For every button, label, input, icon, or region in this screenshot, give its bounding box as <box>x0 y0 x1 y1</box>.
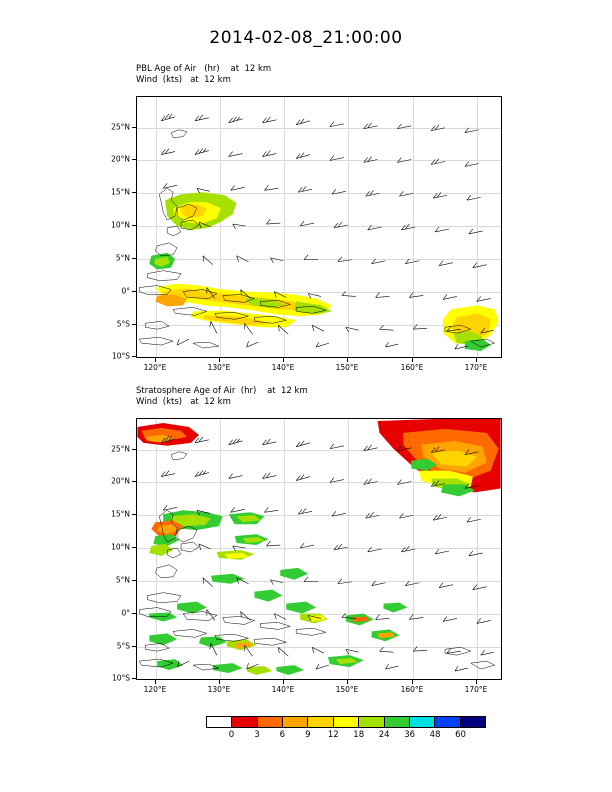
xlabel-130E: 130°E <box>207 363 231 372</box>
ytick-0 <box>132 291 136 292</box>
ylabel-25N-b: 25°N <box>111 444 130 454</box>
xtick-140E <box>283 358 284 362</box>
legend-tick-labels <box>206 730 486 742</box>
panel-pbl-header-line2: Wind (kts) at 12 km <box>136 75 231 85</box>
map-pbl[interactable] <box>136 96 502 358</box>
ytick-10S <box>132 356 136 357</box>
xlabel-160E-b: 160°E <box>400 685 424 694</box>
ytick-5N-b <box>132 580 136 581</box>
ylabel-10S-b: 10°S <box>111 673 130 683</box>
xtick-130E <box>219 358 220 362</box>
ytick-15N-b <box>132 514 136 515</box>
ylabel-20N: 20°N <box>111 154 130 164</box>
xlabel-140E: 140°E <box>271 363 295 372</box>
legend-tick-60: 60 <box>455 730 466 740</box>
legend-swatch-5 <box>334 717 359 727</box>
map-stratosphere[interactable] <box>136 418 502 680</box>
ytick-25N-b <box>132 449 136 450</box>
legend-tick-24: 24 <box>378 730 390 740</box>
gridline-lat-10S-b <box>137 679 501 680</box>
xtick-140E-b <box>283 680 284 684</box>
xlabel-140E-b: 140°E <box>271 685 295 694</box>
xlabel-150E: 150°E <box>335 363 359 372</box>
legend-swatch-7 <box>385 717 410 727</box>
legend-swatch-0 <box>207 717 232 727</box>
ytick-15N <box>132 192 136 193</box>
ytick-0-b <box>132 613 136 614</box>
xtick-170E-b <box>476 680 477 684</box>
ytick-20N-b <box>132 481 136 482</box>
xlabel-170E-b: 170°E <box>464 685 488 694</box>
legend-swatch-8 <box>410 717 435 727</box>
xlabel-130E-b: 130°E <box>207 685 231 694</box>
ylabel-10S: 10°S <box>111 351 130 361</box>
ylabel-10N: 10°N <box>111 220 130 230</box>
color-legend <box>206 716 486 742</box>
ytick-5N <box>132 258 136 259</box>
legend-swatch-3 <box>283 717 308 727</box>
legend-colorbar <box>206 716 486 728</box>
wind-barbs-pbl <box>137 97 501 357</box>
legend-tick-36: 36 <box>404 730 416 740</box>
ylabel-0-b: 0° <box>121 608 130 618</box>
xtick-150E <box>347 358 348 362</box>
ytick-10N-b <box>132 547 136 548</box>
panel-stratosphere-header-line2: Wind (kts) at 12 km <box>136 397 231 407</box>
xtick-120E-b <box>155 680 156 684</box>
ylabel-25N: 25°N <box>111 122 130 132</box>
ylabel-15N: 15°N <box>111 187 130 197</box>
legend-tick-0: 0 <box>228 730 235 740</box>
ylabel-15N-b: 15°N <box>111 509 130 519</box>
ylabel-0: 0° <box>121 286 130 296</box>
legend-tick-48: 48 <box>429 730 441 740</box>
legend-swatch-6 <box>359 717 384 727</box>
xtick-150E-b <box>347 680 348 684</box>
legend-swatch-9 <box>435 717 460 727</box>
xlabel-120E: 120°E <box>143 363 167 372</box>
panel-stratosphere-header-line1: Stratosphere Age of Air (hr) at 12 km <box>136 386 308 396</box>
ytick-5S-b <box>132 646 136 647</box>
xlabel-160E: 160°E <box>400 363 424 372</box>
xtick-120E <box>155 358 156 362</box>
ytick-20N <box>132 159 136 160</box>
ylabel-5N: 5°N <box>115 253 130 263</box>
wind-barbs-stratosphere <box>137 419 501 679</box>
legend-tick-3: 3 <box>254 730 260 740</box>
ytick-10S-b <box>132 678 136 679</box>
figure-title: 2014-02-08_21:00:00 <box>209 28 403 48</box>
ytick-25N <box>132 127 136 128</box>
xtick-160E <box>412 358 413 362</box>
ytick-5S <box>132 324 136 325</box>
ylabel-20N-b: 20°N <box>111 476 130 486</box>
xlabel-120E-b: 120°E <box>143 685 167 694</box>
ytick-10N <box>132 225 136 226</box>
ylabel-5S: 5°S <box>116 319 130 329</box>
xtick-130E-b <box>219 680 220 684</box>
ylabel-5S-b: 5°S <box>116 641 130 651</box>
legend-tick-9: 9 <box>305 730 311 740</box>
gridline-lat-10S <box>137 357 501 358</box>
xtick-170E <box>476 358 477 362</box>
xlabel-150E-b: 150°E <box>335 685 359 694</box>
legend-tick-18: 18 <box>353 730 365 740</box>
legend-tick-6: 6 <box>279 730 286 740</box>
legend-tick-12: 12 <box>327 730 339 740</box>
legend-swatch-4 <box>308 717 333 727</box>
legend-swatch-2 <box>258 717 283 727</box>
legend-swatch-10 <box>461 717 485 727</box>
panel-pbl-header-line1: PBL Age of Air (hr) at 12 km <box>136 64 272 74</box>
ylabel-10N-b: 10°N <box>111 542 130 552</box>
xlabel-170E: 170°E <box>464 363 488 372</box>
xtick-160E-b <box>412 680 413 684</box>
ylabel-5N-b: 5°N <box>115 575 130 585</box>
legend-swatch-1 <box>232 717 257 727</box>
